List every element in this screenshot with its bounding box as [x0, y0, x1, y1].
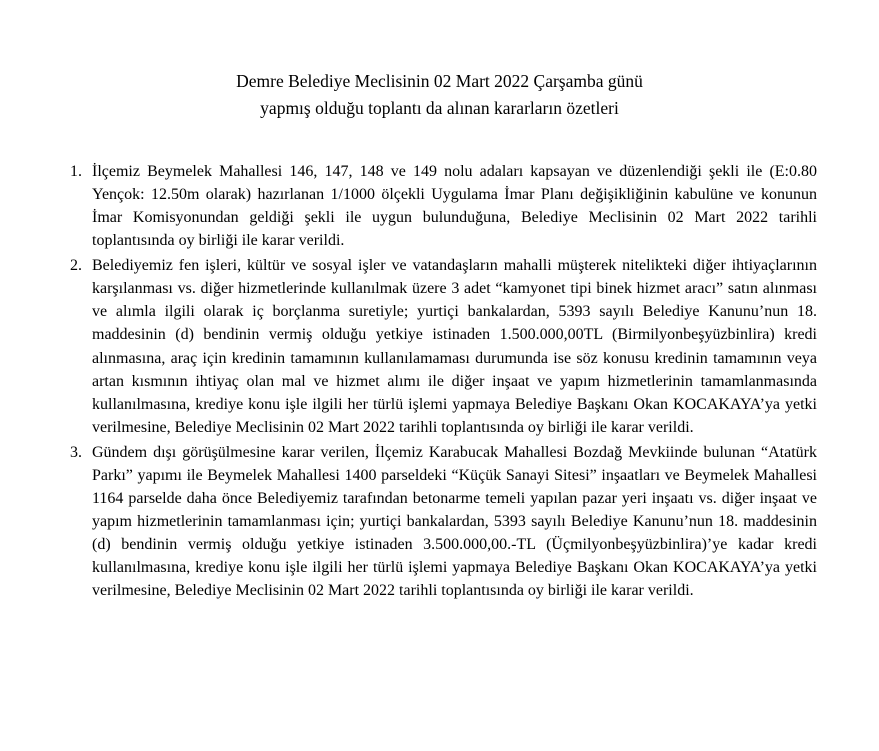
- list-item: [62, 441, 817, 602]
- list-item-number: 1.: [70, 163, 82, 181]
- decisions-list: [62, 160, 817, 602]
- list-item-number: 2.: [70, 257, 82, 275]
- page-title: [120, 68, 760, 122]
- list-item: [62, 254, 817, 438]
- list-item-text: İlçemiz Beymelek Mahallesi 146, 147, 148 ve 149 nolu adaları kapsayan ve düzenlendiği şekli ile (E:0.80 Yençok: 12.50m olarak) hazırlanan 1/1000 ölçekli Uygulama İmar Planı değişikliğinin kabulüne ve konunun İmar Komisyonundan geldiği şekli ile uygun bulunduğuna, Belediye Meclisinin 02 Mart 2022 tarihli toplantısında oy birliği ile karar verildi.: [92, 163, 817, 250]
- list-item: [62, 160, 817, 252]
- page-title-line-1: Demre Belediye Meclisinin 02 Mart 2022 Çarşamba günü: [236, 71, 643, 91]
- list-item-text: Gündem dışı görüşülmesine karar verilen, İlçemiz Karabucak Mahallesi Bozdağ Mevkiinde bulunan “Atatürk Parkı” yapımı ile Beymelek Mahallesi 1400 parseldeki “Küçük Sanayi Sitesi” inşaatları ve Beymelek Mahallesi 1164 parselde daha önce Belediyemiz tarafından betonarme temeli yapılan pazar yeri inşaatı vs. diğer inşaat ve yapım hizmetlerinin tamamlanması için; yurtiçi bankalardan, 5393 sayılı Belediye Kanunu’nun 18. maddesinin (d) bendinin vermiş olduğu yetkiye istinaden 3.500.000,00.-TL (Üçmilyonbeşyüzbinlira)’ye kadar kredi kullanılmasına, krediye konu işle ilgili her türlü işlemi yapmaya Belediye Başkanı Okan KOCAKAYA’ya yetki verilmesine, Belediye Meclisinin 02 Mart 2022 tarihli toplantısında oy birliği ile karar verildi.: [92, 443, 817, 599]
- page-title-line-2: yapmış olduğu toplantı da alınan kararların özetleri: [260, 98, 619, 119]
- list-item-number: 3.: [70, 443, 82, 461]
- list-item-text: Belediyemiz fen işleri, kültür ve sosyal işler ve vatandaşların mahalli müşterek nitelikteki diğer ihtiyaçlarının karşılanması vs. diğer hizmetlerinde kullanılmak üzere 3 adet “kamyonet tipi binek hizmet aracı” satın alınması ve alımla ilgili olarak iç borçlanma suretiyle; yurtiçi bankalardan, 5393 sayılı Belediye Kanunu’nun 18. maddesinin (d) bendinin vermiş olduğu yetkiye istinaden 1.500.000,00TL (Birmilyonbeşyüzbinlira) kredi alınmasına, araç için kredinin tamamının kullanılamaması durumunda ise söz konusu kredinin tamamının veya artan kısmının ihtiyaç olan mal ve hizmet alımı ile diğer inşaat ve yapım hizmetlerinin tamamlanmasında kullanılmasına, krediye konu işle ilgili her türlü işlemi yapmaya Belediye Başkanı Okan KOCAKAYA’ya yetki verilmesine, Belediye Meclisinin 02 Mart 2022 tarihli toplantısında oy birliği ile karar verildi.: [92, 257, 817, 436]
